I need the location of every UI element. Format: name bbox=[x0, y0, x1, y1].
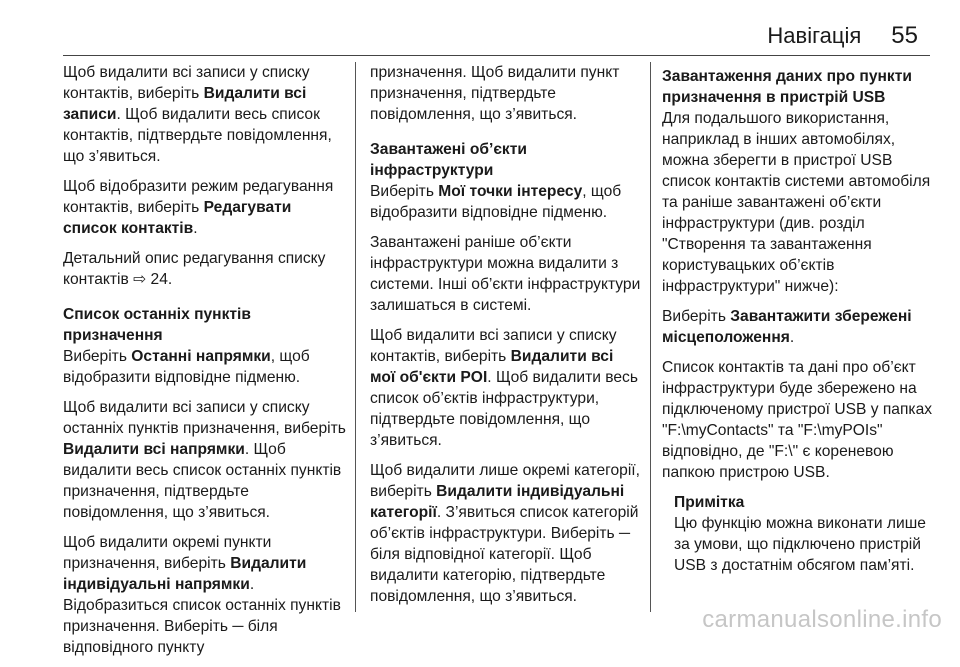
paragraph: Виберіть Завантажити збережені місцеположення. bbox=[662, 308, 912, 346]
paragraph: Завантажені раніше об’єкти інфраструктури можна видалити з системи. Інші об’єкти інфраструктури залишаться в системі. bbox=[370, 234, 641, 314]
section-heading: Завантажені об’єкти інфраструктури bbox=[370, 141, 527, 179]
menu-option: Редагувати список контактів bbox=[63, 199, 292, 237]
column-divider-1 bbox=[355, 62, 356, 612]
column-divider-2 bbox=[650, 62, 651, 612]
paragraph: призначення. Щоб видалити пункт призначення, підтвердьте повідомлення, що з’явиться. bbox=[370, 64, 620, 123]
paragraph: Щоб відобразити режим редагування контактів, виберіть Редагувати список контактів. bbox=[63, 178, 334, 237]
menu-option: Видалити всі записи bbox=[63, 85, 307, 123]
paragraph: Щоб видалити всі записи у списку контактів, виберіть Видалити всі мої об'єкти POI. Щоб видалити весь список об’єктів інфраструктури, підтвердьте повідомлення, що з’явиться. bbox=[370, 327, 638, 449]
header-rule bbox=[63, 55, 930, 56]
column-3 bbox=[662, 62, 934, 585]
column-2 bbox=[370, 62, 642, 616]
section-heading: Завантаження даних про пункти призначення в пристрій USB bbox=[662, 68, 912, 106]
note-title: Примітка bbox=[674, 494, 745, 511]
menu-option: Завантажити збережені місцеположення bbox=[662, 308, 912, 346]
paragraph: Щоб видалити всі записи у списку контактів, виберіть Видалити всі записи. Щоб видалити весь список контактів, підтвердьте повідомлення, що з’явиться. bbox=[63, 64, 332, 165]
section-heading: Список останніх пунктів призначення bbox=[63, 306, 251, 344]
paragraph: Щоб видалити всі записи у списку останніх пунктів призначення, виберіть Видалити всі напрямки. Щоб видалити весь список останніх пунктів призначення, підтвердьте повідомлення, що з’явиться. bbox=[63, 399, 346, 521]
paragraph: Детальний опис редагування списку контактів ⇨ 24. bbox=[63, 250, 326, 288]
page-reference: ⇨ 24. bbox=[133, 271, 173, 288]
menu-option: Видалити всі мої об'єкти POI bbox=[370, 348, 614, 386]
paragraph: Список контактів та дані про об’єкт інфраструктури буде збережено на підключеному пристрої USB у папках "F:\myContacts" та "F:\myPOIs" відповідно, де "F:\" є кореневою папкою пристрою USB. bbox=[662, 359, 933, 481]
column-1 bbox=[63, 62, 348, 667]
paragraph: Виберіть Останні напрямки, щоб відобразити відповідне підменю. bbox=[63, 348, 310, 386]
note-box bbox=[674, 492, 934, 576]
paragraph: Щоб видалити лише окремі категорії, виберіть Видалити індивідуальні категорії. З’явиться список категорій об’єктів інфраструктури. Виберіть ─ біля відповідної категорії. Щоб видалити категорію, підтвердьте повідомлення, що з’явиться. bbox=[370, 462, 640, 605]
menu-option: Видалити індивідуальні напрямки bbox=[63, 555, 307, 593]
menu-option: Останні напрямки bbox=[131, 348, 271, 365]
paragraph: Щоб видалити окремі пункти призначення, виберіть Видалити індивідуальні напрямки. Відобразиться список останніх пунктів призначення. Виберіть ─ біля відповідного пункту bbox=[63, 534, 341, 656]
section-title: Навігація bbox=[767, 23, 862, 48]
menu-option: Видалити індивідуальні категорії bbox=[370, 483, 625, 521]
watermark: carmanualsonline.info bbox=[702, 606, 942, 633]
paragraph: Для подальшого використання, наприклад в інших автомобілях, можна зберегти в пристрої USB список контактів системи автомобіля та раніше завантажені об’єкти інфраструктури (див. розділ "Створення та завантаження користувацьких об’єктів інфраструктури" нижче): bbox=[662, 110, 931, 295]
menu-option: Мої точки інтересу bbox=[438, 183, 583, 200]
page-header bbox=[767, 22, 918, 50]
page-number: 55 bbox=[891, 22, 918, 49]
note-text: Цю функцію можна виконати лише за умови, що підключено пристрій USB з достатнім обсягом пам’яті. bbox=[674, 515, 926, 574]
paragraph: Виберіть Мої точки інтересу, щоб відобразити відповідне підменю. bbox=[370, 183, 622, 221]
menu-option: Видалити всі напрямки bbox=[63, 441, 245, 458]
